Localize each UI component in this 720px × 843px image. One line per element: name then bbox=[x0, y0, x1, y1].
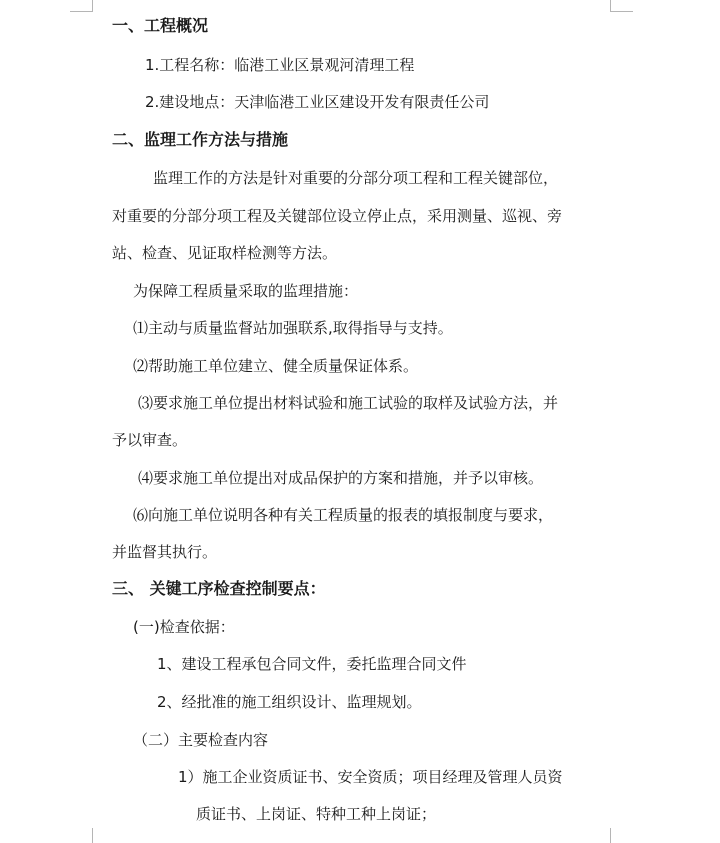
main-inspection-item-1-line-2: 质证书、上岗证、特种工种上岗证； bbox=[196, 805, 437, 823]
measures-intro: 为保障工程质量采取的监理措施： bbox=[133, 282, 359, 300]
main-inspection-item-1-line-1: 1）施工企业资质证书、安全资质；项目经理及管理人员资 bbox=[178, 768, 563, 786]
crop-mark-bottom-right bbox=[610, 828, 633, 843]
project-name-line: 1.工程名称：临港工业区景观河清理工程 bbox=[145, 56, 415, 74]
method-paragraph-line-1: 监理工作的方法是针对重要的分部分项工程和工程关键部位， bbox=[153, 169, 559, 187]
method-paragraph-line-2: 对重要的分部分项工程及关键部位设立停止点，采用测量、巡视、旁 bbox=[112, 207, 563, 225]
crop-mark-bottom-left bbox=[70, 828, 93, 843]
section3-heading: 三、 关键工序检查控制要点： bbox=[112, 579, 326, 598]
main-inspection-title: （二）主要检查内容 bbox=[133, 731, 269, 749]
measure-item-2: ⑵帮助施工单位建立、健全质量保证体系。 bbox=[133, 357, 419, 375]
crop-mark-top-left bbox=[70, 0, 93, 12]
inspection-basis-title: (一)检查依据： bbox=[133, 618, 235, 636]
crop-mark-top-right bbox=[610, 0, 633, 12]
project-location-line: 2.建设地点：天津临港工业区建设开发有限责任公司 bbox=[145, 93, 490, 111]
measure-item-6-line-1: ⑹向施工单位说明各种有关工程质量的报表的填报制度与要求， bbox=[133, 506, 554, 524]
inspection-basis-item-1: 1、建设工程承包合同文件，委托监理合同文件 bbox=[157, 655, 467, 673]
measure-item-4: ⑷要求施工单位提出对成品保护的方案和措施，并予以审核。 bbox=[138, 469, 544, 487]
measure-item-1: ⑴主动与质量监督站加强联系,取得指导与支持。 bbox=[133, 319, 453, 337]
inspection-basis-item-2: 2、经批准的施工组织设计、监理规划。 bbox=[157, 693, 422, 711]
section1-heading: 一、工程概况 bbox=[112, 16, 209, 35]
section2-heading: 二、监理工作方法与措施 bbox=[112, 130, 289, 149]
method-paragraph-line-3: 站、检查、见证取样检测等方法。 bbox=[112, 244, 338, 262]
measure-item-6-line-2: 并监督其执行。 bbox=[112, 543, 218, 561]
measure-item-3-line-1: ⑶要求施工单位提出材料试验和施工试验的取样及试验方法，并 bbox=[138, 394, 559, 412]
measure-item-3-line-2: 予以审查。 bbox=[112, 431, 188, 449]
